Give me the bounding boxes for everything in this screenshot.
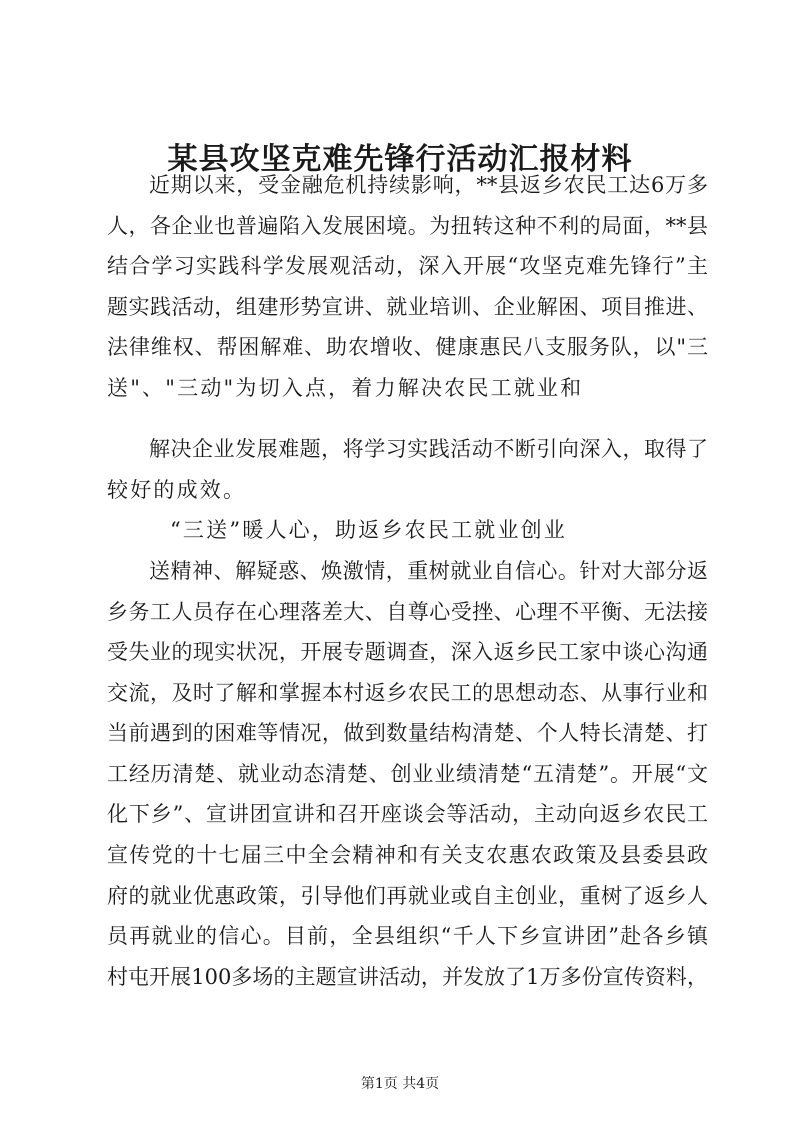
document-title: 某县攻坚克难先锋行活动汇报材料 (167, 142, 633, 177)
text-line: 当前遇到的困难等情况，做到数量结构清楚、个人特长清楚、打 (107, 721, 708, 745)
text-line: 解决企业发展难题，将学习实践活动不断引向深入，取得了 (149, 437, 708, 461)
text-line: 化下乡”、宣讲团宣讲和召开座谈会等活动，主动向返乡农民工 (107, 802, 708, 826)
text-line: 近期以来，受金融危机持续影响，**县返乡农民工达6万多 (149, 173, 708, 197)
text-line: 较好的成效。 (107, 478, 247, 502)
text-line: 受失业的现实状况，开展专题调查，深入返乡民工家中谈心沟通 (107, 640, 708, 664)
text-line: 法律维权、帮困解难、助农增收、健康惠民八支服务队，以"三 (107, 335, 708, 359)
text-line: 宣传党的十七届三中全会精神和有关支农惠农政策及县委县政 (107, 843, 708, 867)
section-heading: “三送”暖人心，助返乡农民工就业创业 (170, 518, 568, 542)
text-line: 人，各企业也普遍陷入发展困境。为扭转这种不利的局面，**县 (107, 214, 708, 238)
text-line: 送"、"三动"为切入点，着力解决农民工就业和 (107, 376, 584, 400)
page-number-footer: 第1页 共4页 (360, 1076, 440, 1092)
text-line: 交流，及时了解和掌握本村返乡农民工的思想动态、从事行业和 (107, 681, 708, 705)
text-line: 府的就业优惠政策，引导他们再就业或自主创业，重树了返乡人 (107, 884, 708, 908)
text-line: 送精神、解疑惑、焕激情，重树就业自信心。针对大部分返 (149, 559, 708, 583)
text-line: 村屯开展100多场的主题宣讲活动，并发放了1万多份宣传资料， (107, 965, 708, 989)
text-line: 结合学习实践科学发展观活动，深入开展“攻坚克难先锋行”主 (107, 254, 708, 278)
text-line: 乡务工人员存在心理落差大、自尊心受挫、心理不平衡、无法接 (107, 600, 708, 624)
text-line: 工经历清楚、就业动态清楚、创业业绩清楚“五清楚”。开展“文 (107, 762, 708, 786)
text-line: 员再就业的信心。目前，全县组织“千人下乡宣讲团”赴各乡镇 (107, 924, 708, 948)
text-line: 题实践活动，组建形势宣讲、就业培训、企业解困、项目推进、 (107, 295, 708, 319)
